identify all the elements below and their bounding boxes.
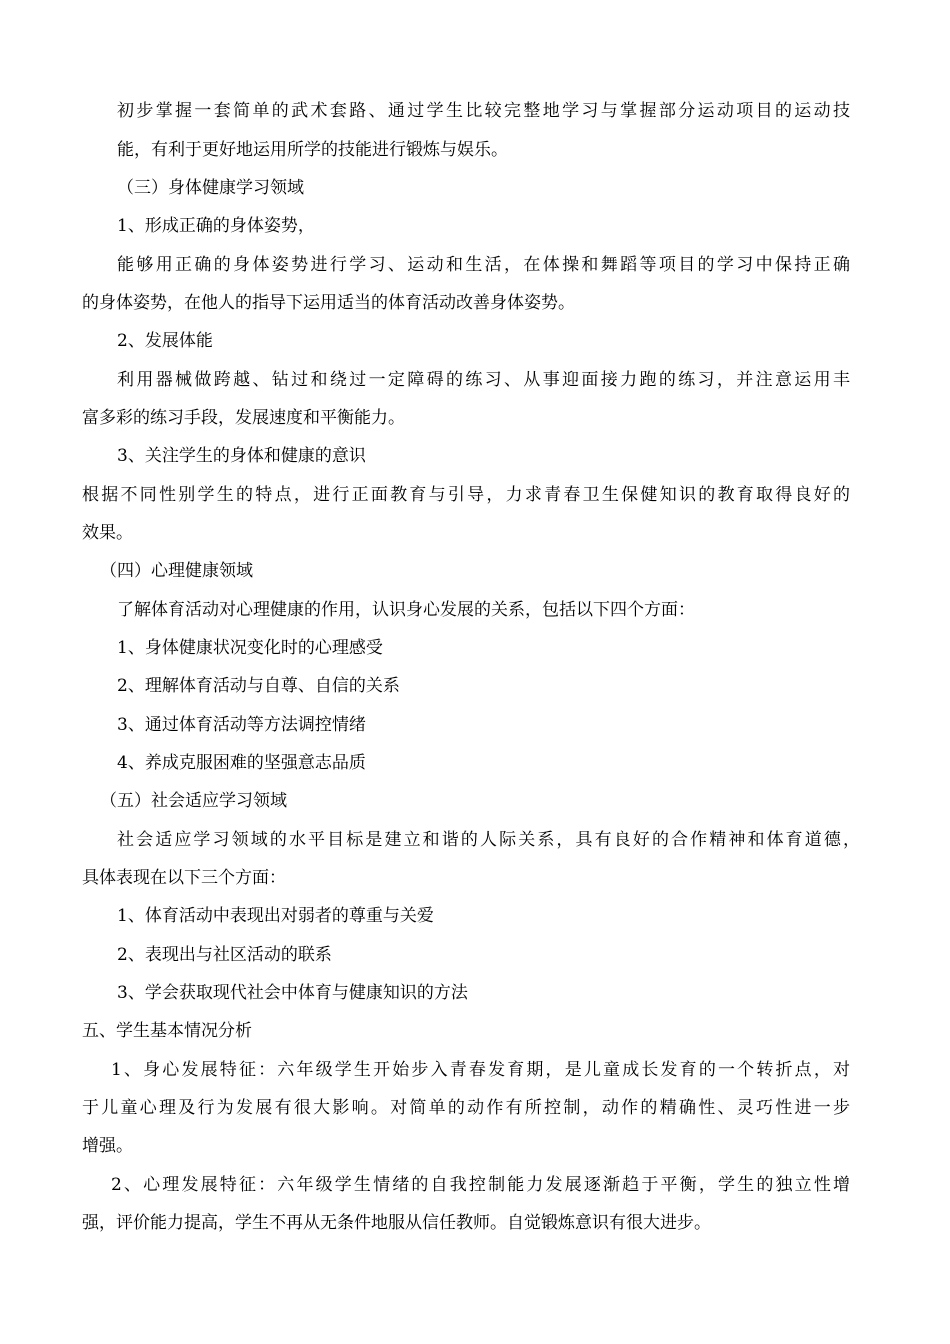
list-item: 2、理解体育活动与自尊、自信的关系 (117, 676, 400, 696)
list-item: 3、学会获取现代社会中体育与健康知识的方法 (117, 983, 468, 1003)
list-item: 1、体育活动中表现出对弱者的尊重与关爱 (117, 906, 434, 926)
text-line: 强，评价能力提高，学生不再从无条件地服从信任教师。自觉锻炼意识有很大进步。 (82, 1213, 711, 1233)
list-item: 4、养成克服困难的坚强意志品质 (117, 753, 366, 773)
text-line: 富多彩的练习手段，发展速度和平衡能力。 (82, 408, 405, 428)
list-item: 2、表现出与社区活动的联系 (117, 945, 332, 965)
subheading: 1、形成正确的身体姿势， (117, 216, 315, 236)
section-heading: （五）社会适应学习领域 (100, 791, 287, 811)
text-line: 社会适应学习领域的水平目标是建立和谐的人际关系，具有良好的合作精神和体育道德， (117, 830, 860, 850)
section-heading: （三）身体健康学习领域 (117, 178, 304, 198)
list-item: 1、身体健康状况变化时的心理感受 (117, 638, 383, 658)
text-line: 能，有利于更好地运用所学的技能进行锻炼与娱乐。 (117, 140, 508, 160)
text-line: 的身体姿势，在他人的指导下运用适当的体育活动改善身体姿势。 (82, 293, 575, 313)
subheading: 2、发展体能 (117, 331, 213, 351)
text-line: 具体表现在以下三个方面： (82, 868, 286, 888)
text-line: 能够用正确的身体姿势进行学习、运动和生活，在体操和舞蹈等项目的学习中保持正确 (117, 255, 850, 275)
text-line: 效果。 (82, 523, 133, 543)
subheading: 3、关注学生的身体和健康的意识 (117, 446, 366, 466)
text-line: 于儿童心理及行为发展有很大影响。对简单的动作有所控制，动作的精确性、灵巧性进一步 (82, 1098, 850, 1118)
text-line: 1、身心发展特征：六年级学生开始步入青春发育期，是儿童成长发育的一个转折点，对 (111, 1060, 850, 1080)
text-line: 利用器械做跨越、钻过和绕过一定障碍的练习、从事迎面接力跑的练习，并注意运用丰 (117, 370, 850, 390)
text-line: 根据不同性别学生的特点，进行正面教育与引导，力求青春卫生保健知识的教育取得良好的 (82, 485, 850, 505)
section-heading: 五、学生基本情况分析 (82, 1021, 252, 1041)
list-item: 3、通过体育活动等方法调控情绪 (117, 715, 366, 735)
text-line: 增强。 (82, 1136, 133, 1156)
text-line: 了解体育活动对心理健康的作用，认识身心发展的关系，包括以下四个方面： (117, 600, 695, 620)
text-line: 初步掌握一套简单的武术套路、通过学生比较完整地学习与掌握部分运动项目的运动技 (117, 101, 850, 121)
text-line: 2、心理发展特征：六年级学生情绪的自我控制能力发展逐渐趋于平衡，学生的独立性增 (111, 1175, 850, 1195)
section-heading: （四）心理健康领域 (100, 561, 253, 581)
